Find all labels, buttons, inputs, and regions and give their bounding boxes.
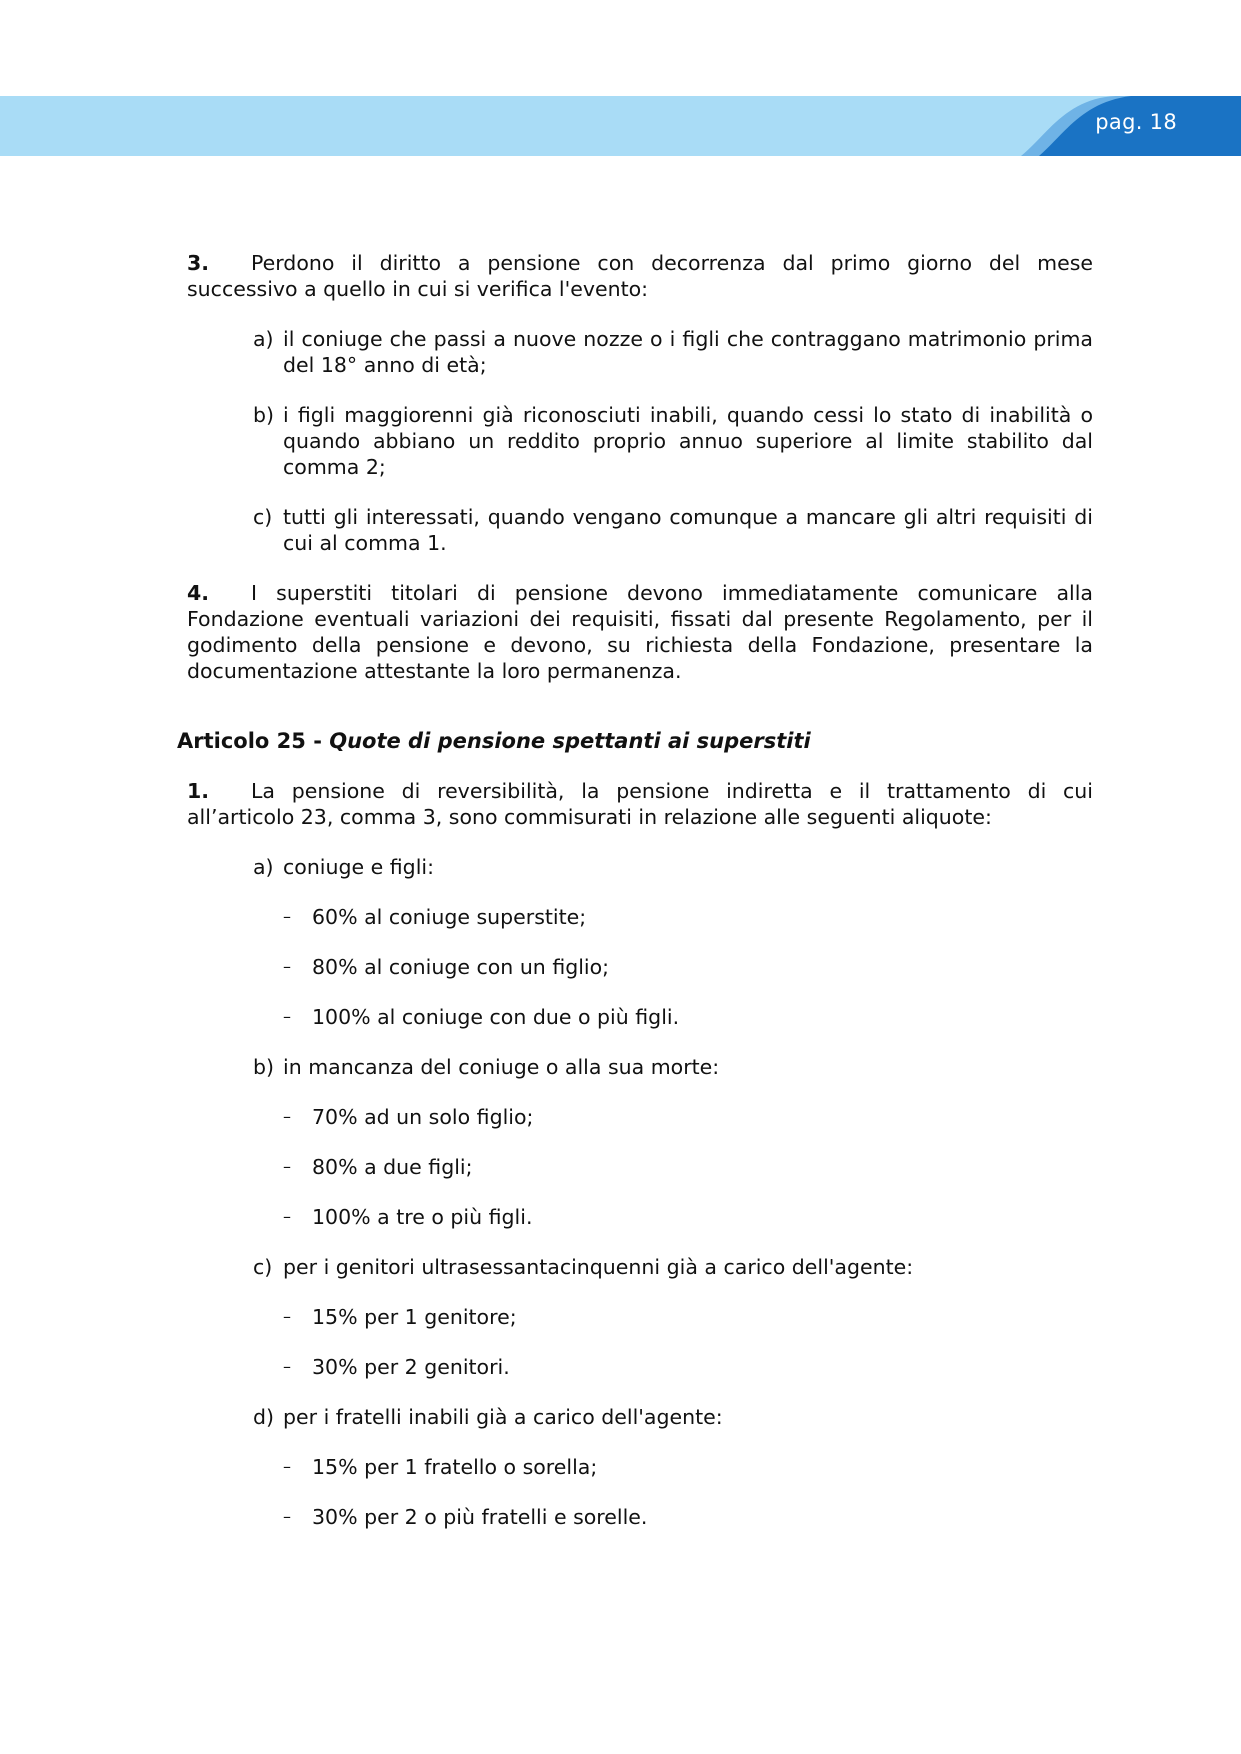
list-item-a <box>253 326 1093 378</box>
list-text: per i fratelli inabili già a carico dell'agente: <box>283 1405 723 1429</box>
dash-bullet: – <box>283 907 291 926</box>
paragraph-number: 1. <box>187 779 210 803</box>
dash-bullet: – <box>283 1107 291 1126</box>
article-title: Articolo 25 - <box>177 729 330 753</box>
dash-item <box>283 1454 1093 1480</box>
dash-bullet: – <box>283 1457 291 1476</box>
list-item-c <box>253 504 1093 556</box>
list-text: in mancanza del coniuge o alla sua morte: <box>283 1055 720 1079</box>
group-c-heading <box>253 1254 1093 1280</box>
dash-text: 60% al coniuge superstite; <box>312 905 587 929</box>
dash-text: 15% per 1 fratello o sorella; <box>312 1455 598 1479</box>
dash-item <box>283 1354 1093 1380</box>
dash-text: 30% per 2 genitori. <box>312 1355 510 1379</box>
list-label: c) <box>253 505 273 529</box>
list-label: b) <box>253 403 275 427</box>
paragraph-1 <box>187 778 1093 830</box>
list-text: il coniuge che passi a nuove nozze o i figli che contraggano matrimonio prima del 18° anno di età; <box>283 327 1093 377</box>
dash-item <box>283 1154 1093 1180</box>
group-a-heading <box>253 854 1093 880</box>
list-label: a) <box>253 855 274 879</box>
dash-text: 30% per 2 o più fratelli e sorelle. <box>312 1505 648 1529</box>
paragraph-number: 3. <box>187 251 210 275</box>
article-heading <box>177 728 1093 754</box>
dash-item <box>283 954 1093 980</box>
group-d-heading <box>253 1404 1093 1430</box>
paragraph-text: La pensione di reversibilità, la pensione indiretta e il trattamento di cui all’articolo 23, comma 3, sono commisurati in relazione alle seguenti aliquote: <box>187 779 1093 829</box>
dash-text: 15% per 1 genitore; <box>312 1305 517 1329</box>
dash-text: 70% ad un solo figlio; <box>312 1105 534 1129</box>
list-text: i figli maggiorenni già riconosciuti inabili, quando cessi lo stato di inabilità o quando abbiano un reddito proprio annuo superiore al limite stabilito dal comma 2; <box>283 403 1093 479</box>
paragraph-3 <box>187 250 1093 302</box>
dash-bullet: – <box>283 1007 291 1026</box>
dash-bullet: – <box>283 957 291 976</box>
dash-item <box>283 904 1093 930</box>
paragraph-number: 4. <box>187 581 210 605</box>
dash-item <box>283 1004 1093 1030</box>
page-number: pag. 18 <box>1095 110 1177 134</box>
list-text: per i genitori ultrasessantacinquenni già a carico dell'agente: <box>283 1255 914 1279</box>
dash-item <box>283 1304 1093 1330</box>
dash-text: 80% a due figli; <box>312 1155 473 1179</box>
list-text: tutti gli interessati, quando vengano comunque a mancare gli altri requisiti di cui al comma 1. <box>283 505 1093 555</box>
list-label: b) <box>253 1055 275 1079</box>
paragraph-text: I superstiti titolari di pensione devono immediatamente comunicare alla Fondazione eventuali variazioni dei requisiti, fissati dal presente Regolamento, per il godimento della pensione e devono, su richiesta della Fondazione, presentare la documentazione attestante la loro permanenza. <box>187 581 1093 683</box>
dash-item <box>283 1504 1093 1530</box>
list-label: c) <box>253 1255 273 1279</box>
dash-bullet: – <box>283 1507 291 1526</box>
paragraph-text: Perdono il diritto a pensione con decorrenza dal primo giorno del mese successivo a quello in cui si verifica l'evento: <box>187 251 1093 301</box>
dash-bullet: – <box>283 1307 291 1326</box>
dash-text: 80% al coniuge con un figlio; <box>312 955 610 979</box>
group-b-heading <box>253 1054 1093 1080</box>
dash-text: 100% al coniuge con due o più figli. <box>312 1005 680 1029</box>
paragraph-4 <box>187 580 1093 684</box>
dash-item <box>283 1204 1093 1230</box>
list-text: coniuge e figli: <box>283 855 434 879</box>
dash-bullet: – <box>283 1157 291 1176</box>
list-label: d) <box>253 1405 275 1429</box>
list-label: a) <box>253 327 274 351</box>
list-item-b <box>253 402 1093 480</box>
document-body <box>177 250 1093 1530</box>
dash-text: 100% a tre o più figli. <box>312 1205 533 1229</box>
dash-bullet: – <box>283 1207 291 1226</box>
dash-item <box>283 1104 1093 1130</box>
article-subtitle: Quote di pensione spettanti ai superstiti <box>329 729 811 753</box>
dash-bullet: – <box>283 1357 291 1376</box>
